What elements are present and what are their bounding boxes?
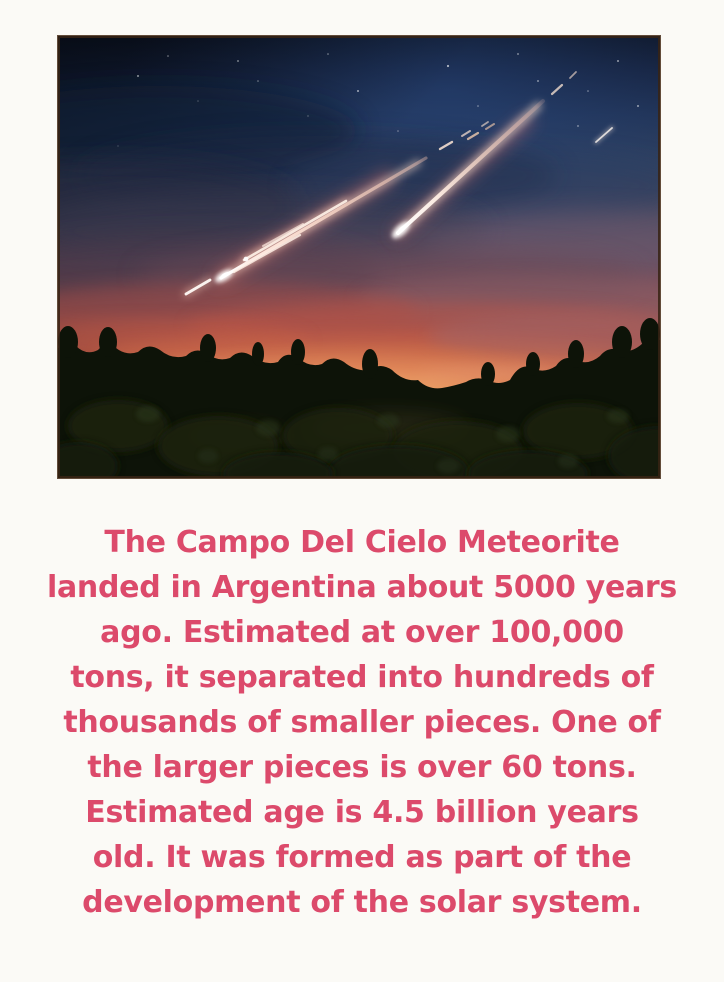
- caption-line: old. It was formed as part of the: [92, 840, 632, 875]
- caption: [8, 520, 716, 925]
- caption-line: Estimated age is 4.5 billion years: [85, 795, 639, 830]
- caption-line: thousands of smaller pieces. One of: [63, 705, 661, 740]
- caption-line: the larger pieces is over 60 tons.: [87, 750, 637, 785]
- caption-line: landed in Argentina about 5000 years: [47, 570, 677, 605]
- caption-line: The Campo Del Cielo Meteorite: [104, 525, 620, 560]
- meteor-photo: [58, 36, 660, 478]
- caption-line: tons, it separated into hundreds of: [70, 660, 654, 695]
- meteor-photo-graphic: [58, 36, 660, 478]
- caption-line: ago. Estimated at over 100,000: [100, 615, 624, 650]
- caption-line: development of the solar system.: [82, 885, 642, 920]
